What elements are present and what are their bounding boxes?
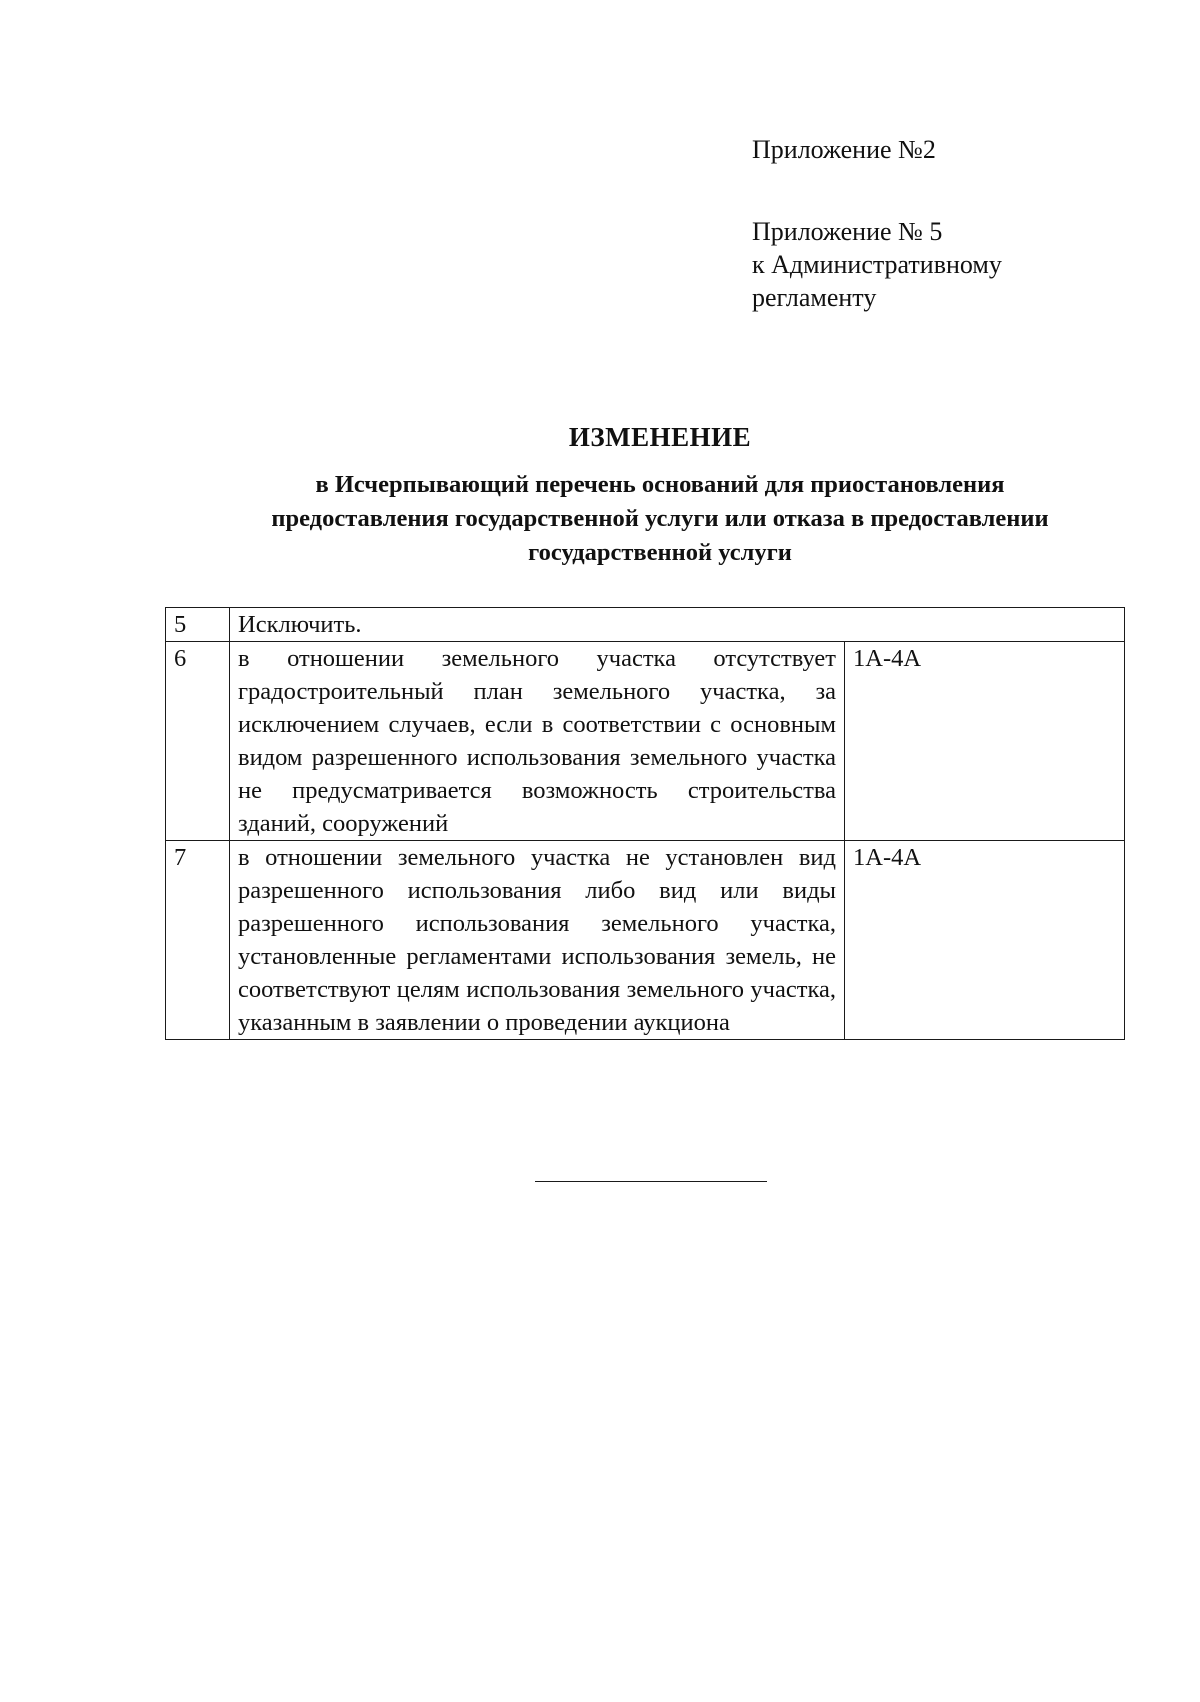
row-text: в отношении земельного участка отсутствует градостроительный план земельного участка, за исключением случаев, если в соответствии с основным видом разрешенного использования земельного участка не предусматривается возможность строительства зданий, сооружений (230, 642, 845, 841)
annex-5-reference-cont: регламенту (752, 283, 877, 312)
table-row (166, 608, 1125, 642)
table-row (166, 841, 1125, 1040)
subtitle-line-3: государственной услуги (528, 539, 792, 566)
row-code: 1А-4А (845, 642, 1125, 841)
row-number: 5 (166, 608, 230, 642)
row-number: 6 (166, 642, 230, 841)
row-text: Исключить. (230, 608, 1125, 642)
row-text: в отношении земельного участка не установлен вид разрешенного использования либо вид или виды разрешенного использования земельного участка, установленные регламентами использования земель, не соответствуют целям использования земельного участка, указанным в заявлении о проведении аукциона (230, 841, 845, 1040)
document-title: ИЗМЕНЕНИЕ (568, 422, 752, 452)
annex-5-block (752, 215, 1002, 314)
subtitle-line-2: предоставления государственной услуги или отказа в предоставлении (271, 505, 1049, 532)
document-title-block (190, 420, 1130, 570)
row-code: 1А-4А (845, 841, 1125, 1040)
subtitle-line-1: в Исчерпывающий перечень оснований для приостановления (315, 471, 1005, 498)
closing-rule-divider (535, 1181, 767, 1182)
document-subtitle (190, 468, 1130, 570)
table-row (166, 642, 1125, 841)
annex-5-label: Приложение № 5 (752, 217, 943, 246)
annex-5-reference: к Административному (752, 250, 1002, 279)
annex-2-label: Приложение №2 (752, 135, 936, 164)
row-number: 7 (166, 841, 230, 1040)
grounds-table (165, 607, 1125, 1040)
